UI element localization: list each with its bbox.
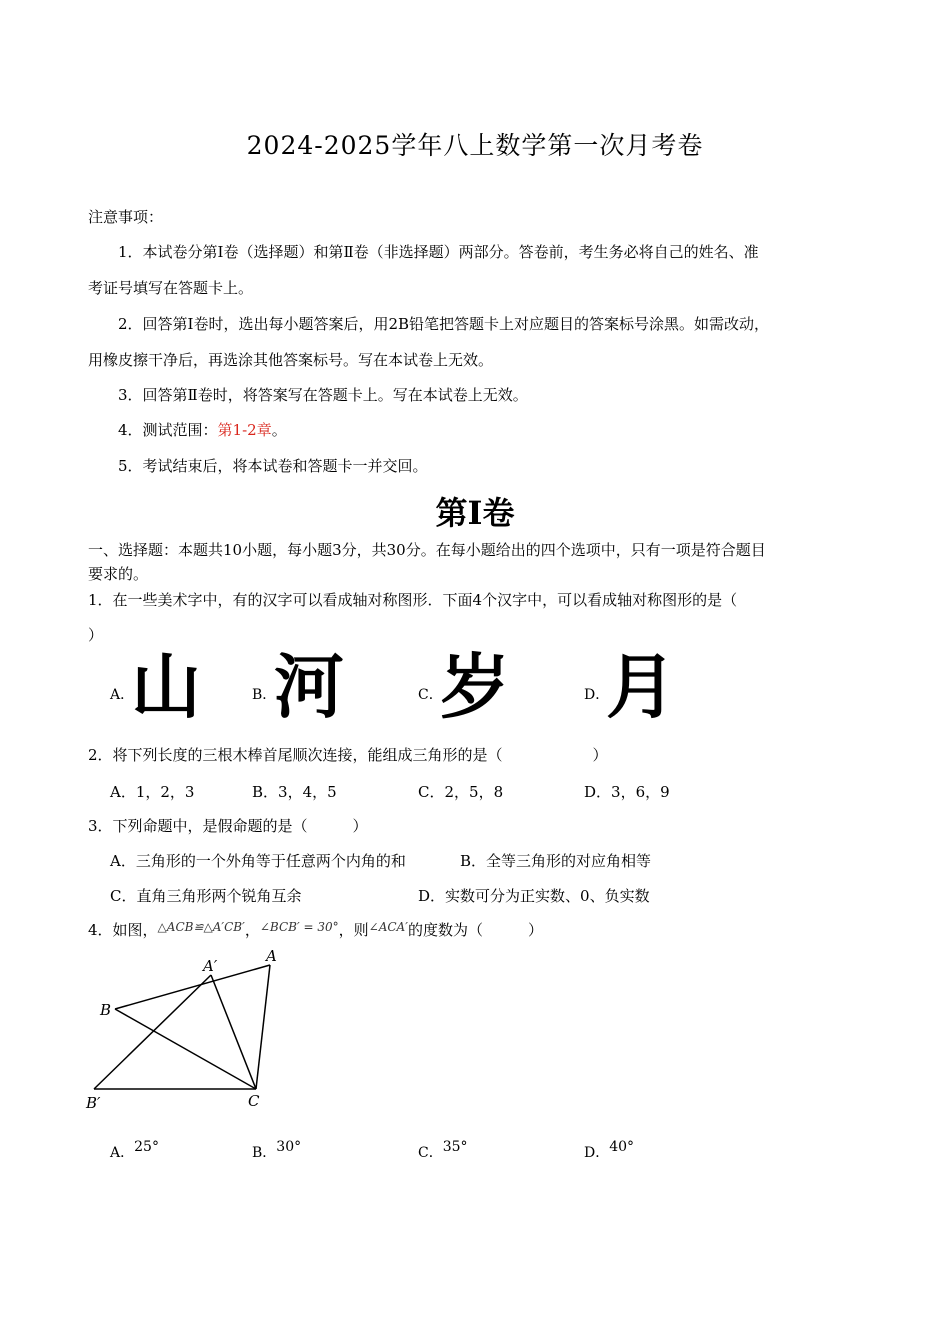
segment-a-b — [115, 965, 270, 1009]
q2-option-b[interactable]: B．3，4，5 — [252, 783, 337, 801]
q4-option-d-value: 40° — [609, 1139, 635, 1155]
q4-option-d[interactable] — [584, 1139, 635, 1162]
q4-stem-prefix: 4．如图， — [88, 921, 158, 939]
segment-a-c — [256, 965, 270, 1089]
q4-option-b[interactable] — [252, 1139, 302, 1162]
q2-option-a[interactable]: A．1，2，3 — [110, 783, 195, 801]
note-item-5: 5．考试结束后，将本试卷和答题卡一并交回。 — [118, 457, 428, 475]
q1-option-a-label[interactable]: A． — [110, 687, 135, 703]
segment-a-prime-c — [211, 975, 256, 1089]
q3-option-a[interactable]: A．三角形的一个外角等于任意两个内角的和 — [110, 852, 406, 870]
q4-option-c-letter: C． — [418, 1145, 443, 1161]
q4-option-d-letter: D． — [584, 1145, 610, 1161]
q1-option-c-label[interactable]: C． — [418, 687, 443, 703]
label-a-prime: A′ — [203, 957, 218, 975]
q4-option-a-letter: A． — [110, 1145, 135, 1161]
q4-mid: ，则 — [338, 921, 369, 939]
question-1-stem-line1: 1．在一些美术字中，有的汉字可以看成轴对称图形．下面4个汉字中，可以看成轴对称图形的是（ — [88, 591, 738, 609]
page-title: 2024-2025学年八上数学第一次月考卷 — [246, 131, 704, 160]
test-range: 第1-2章 — [217, 421, 272, 439]
q4-option-a-value: 25° — [134, 1139, 159, 1155]
question-1-stem-line2: ） — [88, 626, 104, 644]
q4-option-c[interactable] — [418, 1139, 468, 1162]
note-item-1-line1: 1．本试卷分第Ⅰ卷（选择题）和第Ⅱ卷（非选择题）两部分。答卷前，考生务必将自己的姓名、准 — [118, 243, 759, 261]
q4-option-b-letter: B． — [252, 1145, 277, 1161]
q3-option-c[interactable]: C．直角三角形两个锐角互余 — [110, 887, 302, 905]
note-item-3: 3．回答第Ⅱ卷时，将答案写在答题卡上。写在本试卷上无效。 — [118, 386, 528, 404]
q3-option-d[interactable]: D．实数可分为正实数、0、负实数 — [418, 887, 650, 905]
section-instructions-line1: 一、选择题：本题共10小题，每小题3分，共30分。在每小题给出的四个选项中，只有一项是符合题目 — [88, 541, 766, 559]
note-item-4-suffix: 。 — [271, 421, 287, 439]
question-3-stem: 3．下列命题中，是假命题的是（ ） — [88, 817, 368, 835]
q4-sep: ， — [244, 921, 260, 939]
label-a: A — [266, 947, 277, 965]
q4-asked-angle: ∠ACA′ — [368, 920, 408, 934]
q1-option-a-glyph: 山 — [131, 646, 201, 728]
q4-suffix: 的度数为（ ） — [407, 921, 543, 939]
section-instructions-line2: 要求的。 — [88, 565, 149, 583]
q1-option-d-glyph: 月 — [606, 646, 676, 728]
triangle-figure — [80, 945, 290, 1120]
q1-option-b-glyph: 河 — [274, 646, 344, 728]
q2-option-c[interactable]: C．2，5，8 — [418, 783, 504, 801]
label-c: C — [248, 1092, 260, 1110]
note-item-1-line2: 考证号填写在答题卡上。 — [88, 279, 254, 297]
q1-option-b-label[interactable]: B． — [252, 687, 277, 703]
q4-given-angle: ∠BCB′ = 30° — [259, 920, 339, 934]
q4-congruence: △ACB≌△A′CB′ — [157, 920, 245, 934]
note-item-4-prefix: 4．测试范围： — [118, 421, 218, 439]
q4-option-a[interactable] — [110, 1139, 159, 1162]
question-2-stem: 2．将下列长度的三根木棒首尾顺次连接，能组成三角形的是（ ） — [88, 746, 608, 764]
question-4-stem — [88, 919, 543, 940]
segment-a-prime-b-prime — [94, 975, 211, 1089]
q4-option-c-value: 35° — [442, 1139, 468, 1155]
q1-option-d-label[interactable]: D． — [584, 687, 610, 703]
notes-heading: 注意事项： — [88, 208, 164, 226]
segment-b-c — [115, 1009, 256, 1089]
q4-option-b-value: 30° — [276, 1139, 302, 1155]
note-item-2-line2: 用橡皮擦干净后，再选涂其他答案标号。写在本试卷上无效。 — [88, 351, 494, 369]
q3-option-b[interactable]: B．全等三角形的对应角相等 — [460, 852, 652, 870]
q2-option-d[interactable]: D．3，6，9 — [584, 783, 670, 801]
q1-option-c-glyph: 岁 — [440, 646, 510, 728]
label-b: B — [100, 1001, 112, 1019]
label-b-prime: B′ — [86, 1094, 101, 1112]
note-item-2-line1: 2．回答第Ⅰ卷时，选出每小题答案后，用2B铅笔把答题卡上对应题目的答案标号涂黑。如需改动， — [118, 315, 770, 333]
section-title: 第Ⅰ卷 — [435, 494, 515, 532]
note-item-4 — [118, 419, 287, 440]
